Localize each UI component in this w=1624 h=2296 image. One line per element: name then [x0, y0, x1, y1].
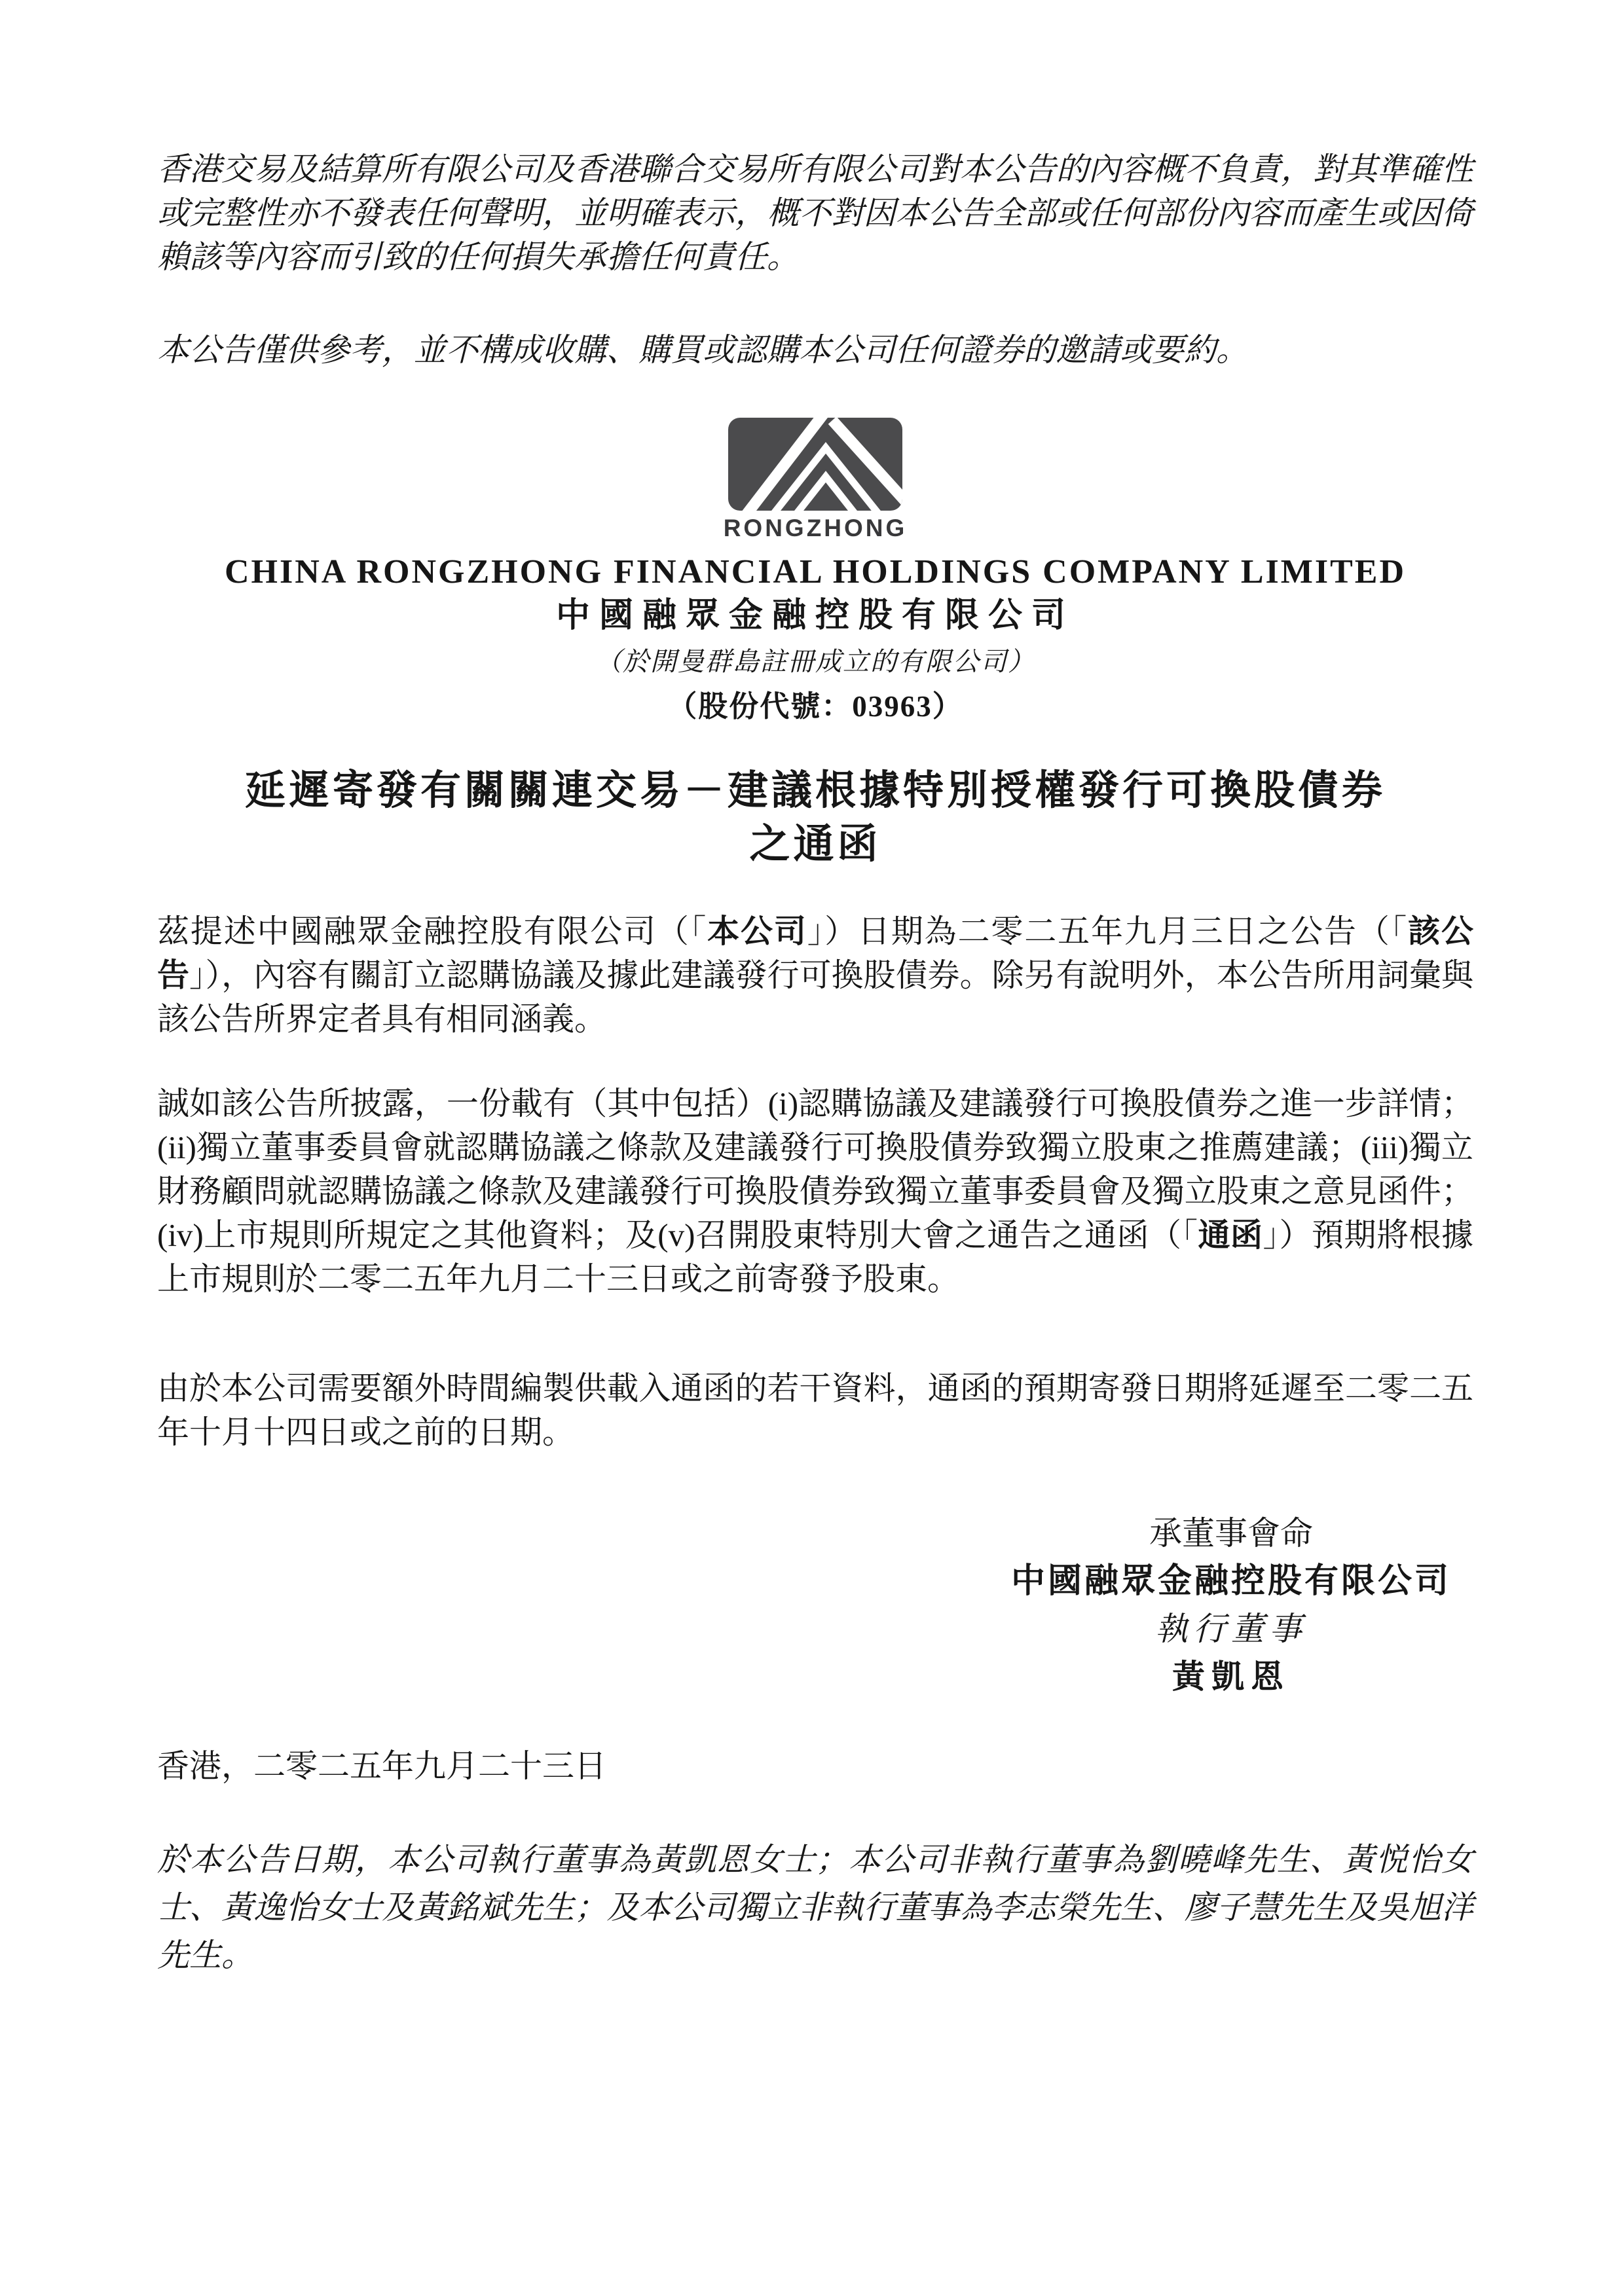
- recital-paragraph: 茲提述中國融眾金融控股有限公司（「本公司」）日期為二零二五年九月三日之公告（「該公告」），內容有關訂立認購協議及據此建議發行可換股債券。除另有說明外，本公告所用詞彙與該公告所界定者具有相同涵義。: [157, 913, 1473, 1037]
- announcement-title: [157, 764, 1473, 871]
- rongzhong-mountain-logo-icon: [728, 418, 902, 511]
- delay-paragraph: 由於本公司需要額外時間編製供載入通函的若干資料，通函的預期寄發日期將延遲至二零二五年十月十四日或之前的日期。: [157, 1370, 1473, 1450]
- company-name-english: CHINA RONGZHONG FINANCIAL HOLDINGS COMPANY LIMITED: [224, 553, 1407, 591]
- announcement-title-line-1: 延遲寄發有關關連交易－建議根據特別授權發行可換股債券: [244, 769, 1386, 813]
- directors-paragraph: 於本公告日期，本公司執行董事為黃凱恩女士；本公司非執行董事為劉曉峰先生、黃悦怡女士、黃逸怡女士及黃銘斌先生；及本公司獨立非執行董事為李志榮先生、廖子慧先生及吳旭洋先生。: [157, 1842, 1473, 1973]
- signature-role: 執行董事: [1155, 1611, 1307, 1647]
- logo-wordmark: RONGZHONG: [723, 515, 908, 541]
- signature-company-name: 中國融眾金融控股有限公司: [1010, 1563, 1451, 1600]
- place-date-line: 香港，二零二五年九月二十三日: [157, 1748, 607, 1784]
- stock-code-line: （股份代號：03963）: [667, 690, 963, 723]
- signature-block: [989, 1510, 1473, 1701]
- circular-contents-paragraph: 誠如該公告所披露，一份載有（其中包括）(i)認購協議及建議發行可換股債券之進一步詳情；(ii)獨立董事委員會就認購協議之條款及建議發行可換股債券致獨立股東之推薦建議；(iii)獨立財務顧問就認購協議之條款及建議發行可換股債券致獨立董事委員會及獨立股東之意見函件；(iv)上市規則所規定之其他資料；及(v)召開股東特別大會之通告之通函（「通函」）預期將根據上市規則於二零二五年九月二十三日或之前寄發予股東。: [157, 1085, 1473, 1297]
- company-header: [157, 418, 1473, 725]
- company-name-chinese: 中國融眾金融控股有限公司: [555, 597, 1075, 634]
- signature-director-name: 黃凱恩: [1172, 1658, 1290, 1695]
- incorporation-note: （於開曼群島註冊成立的有限公司）: [595, 647, 1035, 676]
- disclaimer-paragraph-1: 香港交易及結算所有限公司及香港聯合交易所有限公司對本公告的內容概不負責，對其準確性或完整性亦不發表任何聲明，並明確表示，概不對因本公告全部或任何部份內容而產生或因倚賴該等內容而引致的任何損失承擔任何責任。: [157, 151, 1473, 275]
- announcement-title-line-2: 之通函: [749, 822, 881, 867]
- signature-by-order: 承董事會命: [1149, 1515, 1313, 1552]
- disclaimer-paragraph-2: 本公告僅供參考，並不構成收購、購買或認購本公司任何證券的邀請或要約。: [157, 332, 1249, 368]
